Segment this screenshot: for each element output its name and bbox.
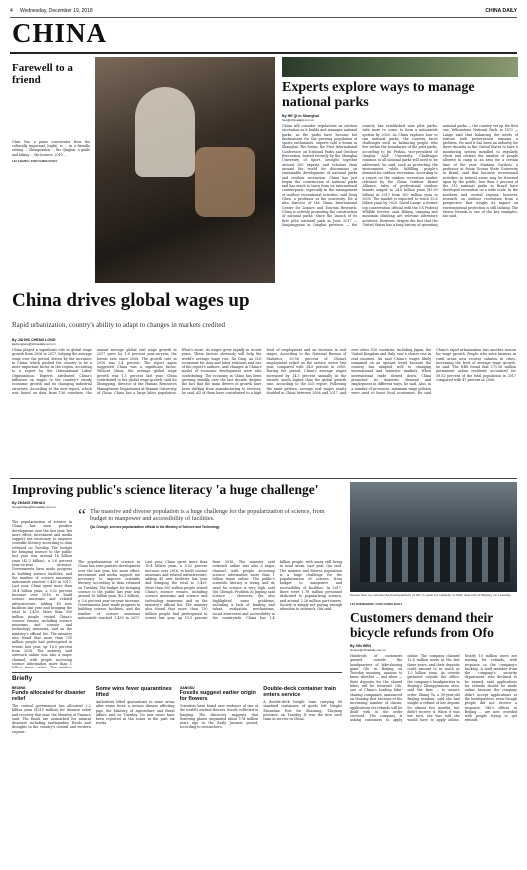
- masthead: [10, 4, 517, 18]
- date: Wednesday, December 19, 2018: [20, 8, 93, 14]
- experts-email: heqi@chinadaily.com.cn: [282, 118, 315, 122]
- ofo-headline: Customers demand their bicycle refunds from Ofo: [350, 610, 494, 640]
- brief-body: Authorities lifted quarantines in some areas after swine fever, a serious disease affecting pigs, the Ministry of Agriculture and Rural Affairs said on Tuesday. No new cases have been reported in the zones in the past six weeks.: [95, 700, 175, 726]
- wages-block: [12, 338, 516, 470]
- experts-block: [282, 80, 518, 302]
- farewell-headline: Farewell to a friend: [12, 62, 73, 86]
- wages-headline: China drives global wages up: [12, 290, 250, 311]
- wages-body: China played a significant role in global wage growth from 2006 to 2017, helping the average wage over the period, driven by the increases in China, which pushed the country to be a more important factor in the region, according to a report by the International Labor Organization. Experts attributed China's influence on wages to the country's steady economic growth and its changing industrial structure. According to the new report, which was based on data from 136 countries, the annual average global real wage growth in 2017 grew by 1.8 percent year-on-year, the lowest rate since 2008. The growth rate in 2016 was 2.4 percent. The report again suggested China was a significant factor. Without China, the average global wage growth was 1.1 percent last year. China contributed to the global wage growth, said Xu Zhongping, director of the Human Resources Management Department at Renmin University of China. China has a large labor population. What's more, its wages grew rapidly in recent years. These factors obviously will help the world's average wage rise. Xu Ding, an ILO economist for Asia and labor relations and one of the report's authors, said changes in China's model of economic development were also contributing. The economy in China has been growing steadily over the last decade, despite the fact that the main drivers of growth have been shifting from manufacturing to services, he said. All of them have contributed to a high level of employment and an increase in real wages. According to the National Bureau of Statistics, 59.58 percent of China's employment relied on the service sector last year, compared with 34.6 percent in 2000. During the period, China's average wages increased by 14.3 percent annually in the decade, much higher than the global growth rate, according to the ILO report. Following the same pattern, average real wages nearly doubled in China between 2006 and 2017, and over other G20 countries, including Japan, the United Kingdom and Italy, saw a slower rise in real incomes. Xu said China's wages likely remained on an upward trend because the country has adapted well to changing international and domestic markets. When international trade slowed down, China promoted its domestic demand and employment in different ways, he said. Also, in a number of provinces, minimum wage policies were used to boost local economies. He said China's rapid urbanization was another reason for wage growth. People who were farmers in rural areas now receive salaries in cities, increasing the level of average wage growth, he said. The NBS found that 171.06 million permanent urban residents accounted for 58.52 percent of the total population in 2017 compared with 47 percent in 2006.: [12, 348, 516, 395]
- ofo-photo: [350, 482, 517, 592]
- briefly-title: Briefly: [12, 675, 33, 682]
- wages-email: jiachenglong@chinadaily.com.cn: [12, 342, 56, 346]
- photo-figure: [135, 87, 195, 177]
- wages-headline-block: [12, 290, 276, 329]
- brief-kicker: JIANGSU: [179, 686, 195, 690]
- experts-byline: By HE QI in Shanghai: [282, 114, 319, 118]
- section-title: CHINA: [12, 18, 108, 48]
- ofo-photo-credit: LIU SHENGBING / FOR CHINA DAILY: [350, 602, 403, 606]
- experts-body: China will consider regulations on outdoor recreation as it builds and manages national parks, as the parks have become hot destinations for the growing population of sports enthusiasts, experts told a forum in Shanghai. The forum, the First International Conference on National Parks and Outdoor Recreation, hosted recently by the Shanghai University of Sport, brought together around 200 experts and scholars from around the world for discussions on sustainable development of national parks and outdoor recreation. China has just begun the construction of national parks and has much to learn from its international counterparts, especially in the management of outdoor recreational activities, said Deng Chen, a professor at the university. He is also director of the China International Center for Leisure and Tourism Research. China is actively promoting the construction of national parks. Since the launch of its first pilot national park in June 2017 — Sanjiangyuan in Qinghai province — the country has established nine pilot parks, with more to come, to form a nationwide system by 2020. As China explores how to run national parks, the country faces challenges such as balancing people who live within the boundaries of the pilot parks, according to Jin Peihua, vice-president of Qinghai A&F University. Challenges common to all national parks will need to be addressed, he said, such as protecting the environment while fulfilling people's demand for outdoor recreation. According to a report on the outdoor recreation market released by the China Outdoor Brand Alliance, sales of professional outdoor brands surged to 24.8 billion yuan ($3.59 billion) in 2017 from 100 million yuan in 2000. The market is expected to reach 32.6 billion yuan by 2020. David Lange, a former top conservation official with the US Federal Wildlife Service, said, Hiking, camping and mountain climbing are relevant adventure activities. However, despite the fact that the United States has a long history of operating national parks — the country set up the first one, Yellowstone National Park, in 1872 — Lange said that balancing the needs of visitors with preservation remains a problem. He said it has been an industry for three decades in the United States to have a monitoring system installed to regularly check and restrict the number of people allowed to camp in an area for a certain time of the year. Mariana Cardoso, a professor at Ponta Grossa State University in Brazil, said that because recreational activities in natural areas may be frowned upon by the public, less than 3 percent of the 313 national parks in Brazil have developed recreation on a wide scale. In the southern and central regions, however, research on outdoor recreation from a perspective that weighs its impact on environmental protection is still lacking. The Sierra Nevada is one of the key examples, she said.: [282, 124, 518, 227]
- experts-headline: Experts explore ways to manage national parks: [282, 80, 475, 110]
- brief-headline: Some wins fever quarantines lifted: [95, 686, 172, 698]
- parks-photo: [282, 57, 518, 77]
- quote-icon: “: [78, 505, 86, 525]
- ofo-photo-caption: People line up outside the headquarters of Ofo to seek for refunds of their deposits in Beijing on Tuesday.: [350, 593, 511, 597]
- brief-item: [96, 686, 175, 866]
- science-byline: By ZHANG ZHIHAO: [12, 501, 46, 505]
- photo-figure: [195, 147, 255, 217]
- science-quote: [78, 505, 342, 529]
- science-body-col1: The popularization of science in China has seen positive development over the last year, but more effort, investment and media support are necessary to improve scientific literacy, according to data released on Tuesday. The budget for bringing science to the public last year was around 16 billion yuan ($2.3 billion), a 3.6 percent year-on-year increase. Governments have made progress in building science facilities, and the number of science museums nationwide reached 1,439 in 2017. Last year, China spent more than 16.4 billion yuan, a 5.52 percent increase over 2016, to build science museums and related infrastructure, adding 45 new facilities last year and bringing the total to 1,439. More than 300 million people visited China's science venues, including science museums and science and technology museums, and on the ministry's official list. The ministry also found that more than 730 million people had participated in events last year, up 10.5 percent from 2016. The ministry said outreach online was also a major channel, with people accessing science information more than 1: [12, 520, 72, 666]
- science-body: The popularization of science in China has seen positive development over the last year, but more effort, investment and media support are necessary to improve scientific literacy, according to data released on Tuesday. The budget for bringing science to the public last year was around 16 billion yuan ($2.3 billion), a 3.6 percent year-on-year increase. Governments have made progress in building science facilities, and the number of science museums nationwide reached 1,439 in 2017. Last year, China spent more than 16.4 billion yuan, a 5.52 percent increase over 2016, to build science museums and related infrastructure, adding 45 new facilities last year and bringing the total to 1,439. More than 300 million people visited China's science venues, including science museums and science and technology museums, and on the ministry's official list. The ministry also found that more than 730 million people had participated in events last year, up 10.5 percent from 2016. The ministry said outreach online was also a major channel, with people accessing science information more than 1 billion times online. The public's scientific literacy is rising, and its need for science is very high, said Qiu Chengli. Problem Xi Jinping said science ... However, Qiu also highlighted some problems, including a lack of funding and talent, evaluation mechanisms, social awareness and accessibility in the countryside. China has 1.4 billion people, with many still living in rural areas. Last year, Qiu said. The massive and diverse population is a huge challenge for the popularization of science, from budget to manpower and accessibility of facilities. In 2017, there were 1.78 million personnel dedicated to popularizing science, and around 2.26 million part-timers. Society is simply not paying enough attention to outreach, Qiu said.: [78, 560, 342, 620]
- science-block: [12, 482, 342, 511]
- science-email: zhangzhihao@chinadaily.com.cn: [12, 505, 56, 509]
- brief-item: [12, 686, 91, 866]
- brief-headline: Fossils suggest earlier origin for flowers: [179, 690, 256, 702]
- paper-name: CHINA DAILY: [485, 8, 517, 14]
- section-rule: [10, 52, 517, 54]
- science-headline: Improving public's science literacy 'a huge challenge': [12, 482, 319, 497]
- ofo-byline: By XIN WEN: [350, 644, 371, 648]
- farewell-body: Chen Yan, a piano conservator from the culturally important (right), is ... in a friendly setting ... Zhongnanhai ... the Qinghai, a guide and hiking ... the hostess, 2010 ...: [12, 140, 90, 157]
- brief-item: [180, 686, 259, 866]
- farewell-block: [12, 62, 90, 163]
- ofo-email: xinwen@chinadaily.com.cn: [350, 648, 387, 652]
- brief-item: [263, 686, 342, 866]
- quote-text: The massive and diverse population is a huge challenge for the popularization of science, from budget to manpower and accessibility of facilities.: [90, 508, 325, 523]
- ofo-body: Hundreds of customers queued outside the headquarters of bike-sharing giant Ofo in Beijing on Tuesday morning, anxious to know whether — and when — their deposits for the shared bikes will be returned. Ofo, one of China's leading bike-sharing companies, announced on Monday that because of the increasing number of claims, applications for refunds will be dealt with in the order received. The company is asking customers to apply online. The company claimed 12.6 million users in the last three years, and their deposits could amount to as much as 1.5 billion yuan. As crowds gathered outside the office, the company's headquarters in Beijing's Zhongguancun area, said the firm ... to ensure order. Zhang Ya, a 30-year-old Beijing resident, said she had sought a refund of her deposit for almost two months, but didn't receive it. When it was her turn, she was told she would have to apply online. Nearly 10 million users are waiting for refunds, with response in the company's backlog. A staff member from the company's security department, who declined to be named, said applications for refunds should be made online because the company didn't accept applications at the headquarters, even though people did not receive a response. Ofo's offices in Beijing ... are now crowded with people trying to get refunds.: [350, 654, 517, 723]
- ofo-block: [350, 610, 517, 862]
- page-number: 4: [10, 8, 13, 14]
- briefly-block: [12, 672, 342, 866]
- brief-headline: Double-deck container train enters service: [263, 686, 336, 698]
- farewell-photo: [95, 57, 275, 283]
- brief-body: Scientists have found new evidence of one of the world's earliest flowers, fossils collected in Nanjing. The discovery suggests that flowering plants originated about 174 million years ago in the Early Jurassic period, according to researchers.: [179, 704, 259, 730]
- brief-body: A double-deck freight train carrying 96 standard containers of goods left Ningbo Zhoushan Port for Shaoxing, Zhejiang province, on Tuesday. It was the first such train in service in China.: [263, 700, 342, 722]
- divider: [10, 478, 517, 479]
- farewell-credit: LIU CHANG / FOR CHINA DAILY: [12, 158, 58, 163]
- quote-attr: Qiu Chengli, science popularization official in the Ministry of Science and Technology: [90, 524, 220, 529]
- brief-body: The central government has allocated 2.2 billion yuan ($319 million) for disaster relief and recovery this year, the Ministry of Finance said. The funds are earmarked for natural disasters including earthquakes, floods and droughts in the country's central and western regions.: [12, 704, 91, 734]
- wages-byline: By JIA NIC CHENG LONG: [12, 338, 56, 342]
- photo-crowd: [360, 537, 510, 582]
- brief-kicker: BEIJING: [12, 686, 26, 690]
- brief-headline: Funds allocated for disaster relief: [12, 690, 86, 702]
- wages-subhead: Rapid urbanization, country's ability to adapt to changes in markets credited: [12, 321, 225, 329]
